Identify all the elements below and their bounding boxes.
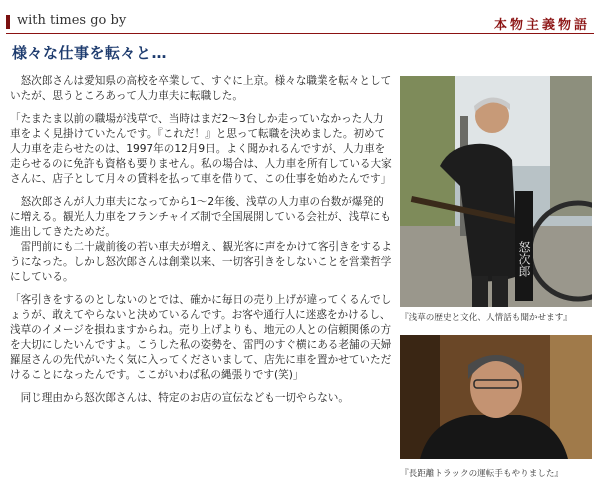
paragraph: 「客引きをするのとしないのとでは、確かに毎日の売り上げが違ってくるんでしょうが、敢えてやらないと決めているんです。お客や通行人に迷惑をかけるし、浅草のイメージを損ねますからね。売り上げよりも、地元の人との信頼関係の方を大切にしたいんですよ。こうした私の姿勢を、雷門のすぐ横にある老舗の天婦羅屋さんの先代がいたく気に入ってくださいまして、店先に車を置かせていただけることになったんです。ここがいわば私の縄張りです(笑)」 [10,294,392,381]
article-body [10,74,392,406]
photo-caption: 『長距離トラックの運転手もやりました』 [400,469,564,479]
page-header [0,0,600,34]
photo-portrait [400,335,592,459]
paragraph: 「たまたま以前の職場が浅草で、当時はまだ2～3台しか走っていなかった人力車をよく見掛けていたんです。『これだ！』と思って転職を決めました。初めて人力車を走らせたのは、1997年の12月9日。よく聞かれるんですが、人力車を走らせるのに免許も資格も要りません。私の場合は、人力車を所有している大家さんに、店子として月々の賃料を払って車を借りて、この仕事を始めたんです」 [10,113,392,185]
header-rule [6,33,594,34]
photo-caption: 『浅草の歴史と文化、人情話も聞かせます』 [400,313,572,323]
lantern-text: 怒次郎 [517,241,531,277]
paragraph: 怒次郎さんが人力車夫になってから1～2年後、浅草の人力車の台数が爆発的に増える。観光人力車をフランチャイズ制で全国展開している会社が、浅草にも進出してきたためだ。 雷門前にも二十歳前後の若い車夫が増え、観光客に声をかけて客引きをするようになった。しかし怒次郎さんは創業以来、一切客引きをしないことを営業哲学にしている。 [10,196,393,283]
header-section-label: with times go by [17,13,127,28]
article-title: 様々な仕事を転々と… [12,44,168,62]
photo-rickshaw-puller [400,76,592,307]
paragraph: 同じ理由から怒次郎さんは、特定のお店の宣伝なども一切やらない。 [10,392,349,404]
paragraph: 怒次郎さんは愛知県の高校を卒業して、すぐに上京。様々な職業を転々としていたが、思うところあって人力車夫に転職した。 [10,75,392,102]
header-series-title: 本物主義物語 [493,18,590,33]
header-accent-mark [6,15,10,29]
